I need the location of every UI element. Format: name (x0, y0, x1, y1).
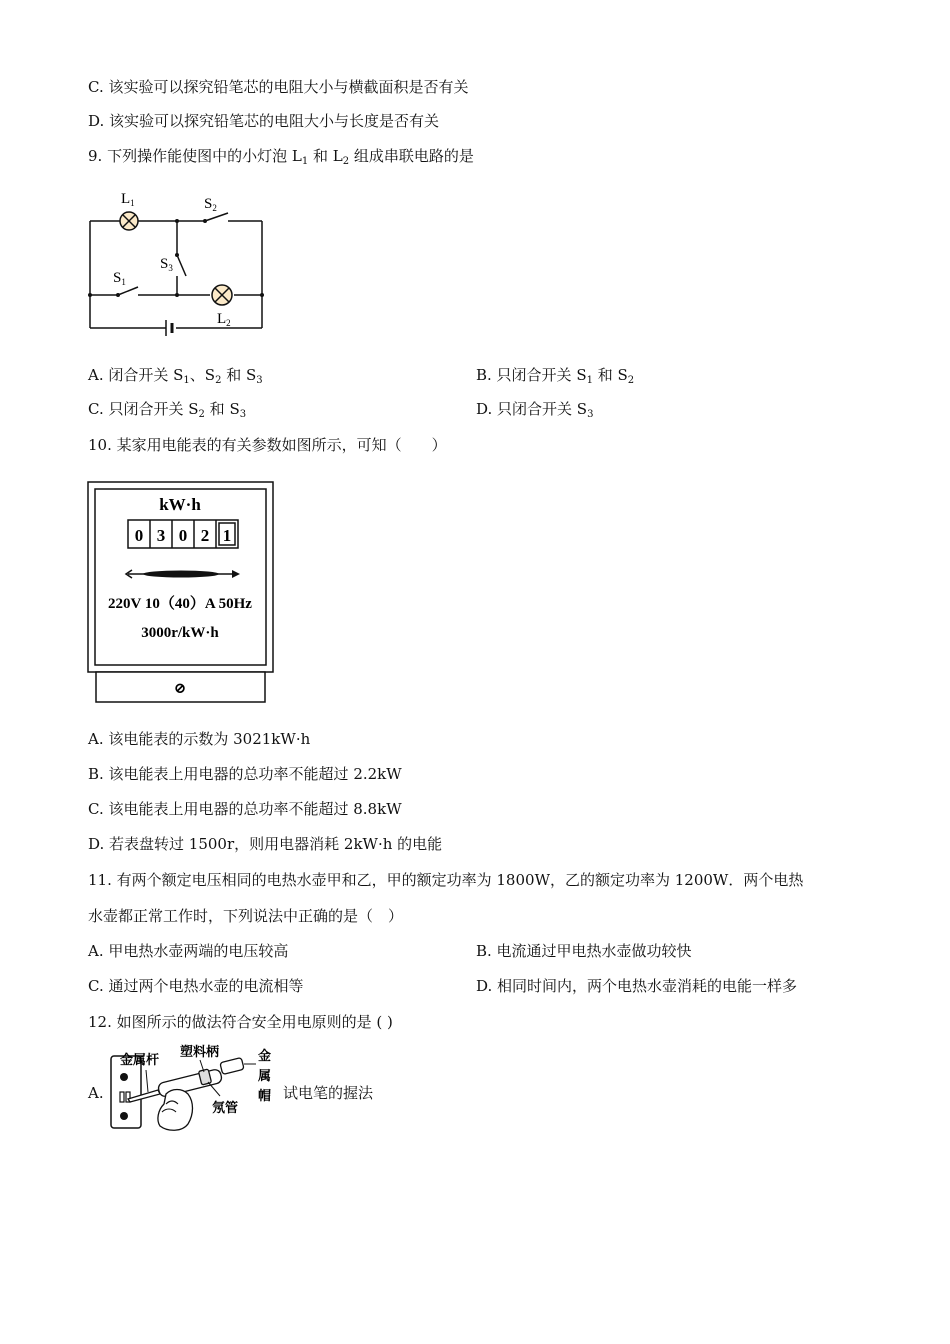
q10-option-c: C. 该电能表上用电器的总功率不能超过 8.8kW (88, 800, 402, 818)
label-neon-tube: 氖管 (212, 1100, 239, 1115)
q12-option-a-caption: 试电笔的握法 (283, 1084, 374, 1102)
label-s2: $S_2$ (204, 196, 217, 213)
meter-digit-3: 0 (178, 526, 188, 545)
q12-stem: 12. 如图所示的做法符合安全用电原则的是 ( ) (88, 1013, 393, 1031)
q11-option-c: C. 通过两个电热水壶的电流相等 (88, 977, 304, 995)
label-metal-cap-1: 金 (258, 1048, 272, 1063)
label-metal-rod: 金属杆 (120, 1052, 160, 1067)
label-s3: $S_3$ (160, 256, 173, 273)
q10-stem: 10. 某家用电能表的有关参数如图所示，可知（ ） (88, 436, 447, 454)
meter-spec-line2: 3000r/kW·h (141, 625, 219, 641)
q11-stem-line2: 水壶都正常工作时，下列说法中正确的是（ ） (88, 907, 404, 925)
label-l1: $L_1$ (121, 191, 135, 208)
meter-spec-line1: 220V 10（40）A 50Hz (108, 596, 252, 612)
meter-unit: kW·h (159, 495, 201, 514)
q9-option-b: B. 只闭合开关 $S_1$ 和 $S_2$ (476, 366, 635, 386)
q9-circuit-diagram (80, 183, 280, 343)
q9-option-d: D. 只闭合开关 $S_3$ (476, 400, 594, 420)
meter-digit-4: 2 (200, 526, 210, 545)
q8-option-d: D. 该实验可以探究铅笔芯的电阻大小与长度是否有关 (88, 112, 440, 130)
q10-option-d: D. 若表盘转过 1500r，则用电器消耗 2kW·h 的电能 (88, 835, 443, 853)
q10-option-b: B. 该电能表上用电器的总功率不能超过 2.2kW (88, 765, 402, 783)
lamp-l1-icon (120, 212, 138, 230)
q10-option-a: A. 该电能表的示数为 3021kW·h (88, 730, 311, 748)
meter-digit-5: 1 (222, 526, 232, 545)
meter-digit-1: 0 (134, 526, 144, 545)
q11-option-a: A. 甲电热水壶两端的电压较高 (88, 942, 289, 960)
label-l2: $L_2$ (217, 311, 231, 328)
q11-stem-line1: 11. 有两个额定电压相同的电热水壶甲和乙，甲的额定功率为 1800W，乙的额定功率为 1200W．两个电热 (88, 871, 804, 889)
label-metal-cap-3: 帽 (258, 1088, 272, 1103)
q10-energy-meter (86, 480, 276, 704)
q9-stem: 9. 下列操作能使图中的小灯泡 $L_1$ 和 $L_2$ 组成串联电路的是 (88, 147, 474, 167)
screw-icon: ⊘ (173, 681, 187, 697)
q8-option-c: C. 该实验可以探究铅笔芯的电阻大小与横截面积是否有关 (88, 78, 469, 96)
lamp-l2-icon (212, 285, 232, 305)
q9-option-c: C. 只闭合开关 $S_2$ 和 $S_3$ (88, 400, 247, 420)
label-plastic-handle: 塑料柄 (180, 1044, 220, 1059)
q11-option-b: B. 电流通过甲电热水壶做功较快 (476, 942, 692, 960)
meter-digit-2: 3 (156, 526, 166, 545)
q9-option-a: A. 闭合开关 $S_1$、$S_2$ 和 $S_3$ (88, 366, 263, 386)
label-s1: $S_1$ (113, 270, 126, 287)
q11-option-d: D. 相同时间内，两个电热水壶消耗的电能一样多 (476, 977, 798, 995)
label-metal-cap-2: 属 (258, 1068, 272, 1083)
q12-option-a-letter: A. (88, 1084, 104, 1102)
test-pen-grip-figure (108, 1044, 278, 1134)
